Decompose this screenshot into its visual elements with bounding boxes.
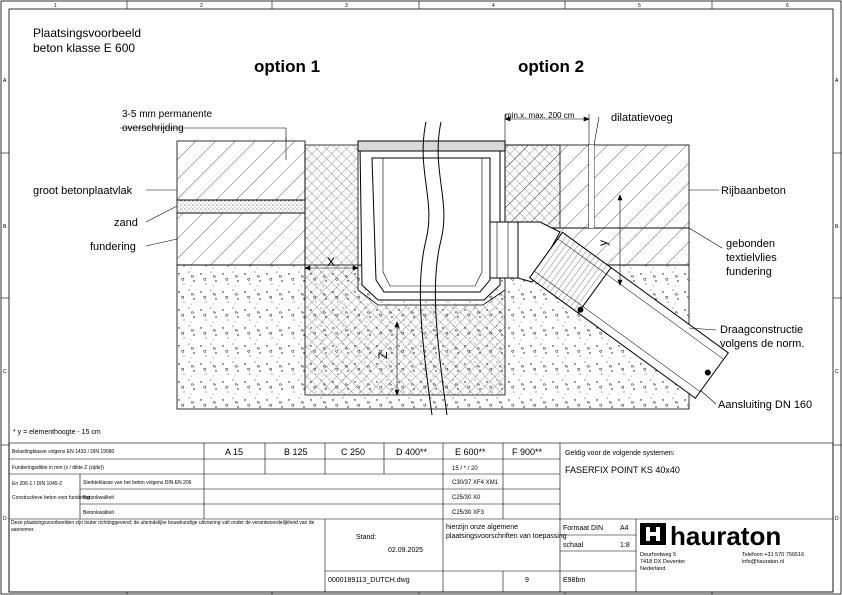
bonded-label-3: fundering	[726, 266, 772, 278]
address-2: 7418 DX Deventer	[640, 559, 686, 565]
dim-z-label: Z	[376, 351, 390, 359]
connection-label: Aansluiting DN 160	[718, 399, 813, 411]
grid-row-c-right: C	[835, 369, 839, 375]
load-class-label: Belastingklasse volgens EN 1433 / DIN 19580	[12, 449, 115, 455]
scale-label: schaal	[563, 542, 584, 549]
notes-text: Deze plaatsingsvoorbeelden zijn louter richtinggevend; de uiteindelijke bouwkundige uitvoering valt onder de verantwoordelijkheid van de aannemer.	[11, 520, 315, 533]
row2-value: 15 / * / 20	[452, 466, 478, 472]
mini-left: En 206-1 / DIN 1045-2	[12, 481, 63, 487]
grid-col-6: 6	[786, 3, 789, 9]
grid-row-a-right: A	[835, 78, 839, 84]
stand-label: Stand:	[356, 534, 377, 541]
email: info@hauraton.nl	[742, 559, 784, 565]
sand-layer	[177, 200, 305, 213]
grout-plate-label: groot betonplaatvlak	[33, 185, 133, 197]
row5-label: Betonkwaliteit	[83, 510, 114, 516]
option-1-heading: option 1	[254, 57, 321, 76]
sand-label: zand	[114, 217, 138, 229]
foundation-left	[177, 213, 305, 265]
class-b125: B 125	[284, 447, 308, 457]
option-2-heading: option 2	[518, 57, 585, 76]
class-d400: D 400**	[396, 447, 428, 457]
scale-value: 1:8	[620, 542, 630, 549]
page-number: 9	[525, 577, 529, 584]
title-line-1: Plaatsingsvoorbeeld	[33, 26, 142, 40]
format-label: Formaat DIN	[563, 525, 604, 532]
expansion-joint-label: dilatatievoeg	[611, 112, 673, 124]
grid-row-b: B	[3, 224, 7, 230]
system-name: FASERFIX POINT KS 40x40	[565, 465, 680, 475]
general-line-2: plaatsingsvoorschriften van toepassing	[446, 533, 567, 540]
class-a15: A 15	[225, 447, 244, 457]
class-e600: E 600**	[455, 447, 486, 457]
title-line-2: beton klasse E 600	[33, 41, 136, 55]
foundation-label: fundering	[90, 241, 136, 253]
permanent-label-2: overschrijding	[122, 123, 184, 134]
channel-body	[360, 145, 500, 300]
grid-col-1: 1	[54, 3, 57, 9]
grid-row-b-right: B	[835, 224, 839, 230]
brand-name: hauraton	[670, 521, 782, 551]
class-f900: F 900**	[512, 447, 543, 457]
permanent-label-1: 3-5 mm permanente	[122, 109, 213, 120]
bonded-label-1: gebonden	[726, 238, 775, 250]
row2-label: Funderingsdikte in mm (x / dikte Z (zijde))	[12, 465, 104, 471]
outlet-sleeve	[490, 222, 518, 278]
bonded-label-2: textielvlies	[726, 252, 777, 264]
hauraton-logo	[640, 523, 666, 545]
dim-y-label: y	[596, 240, 610, 246]
address-1: Deurfordweg 5	[640, 552, 677, 558]
grid-col-5: 5	[638, 3, 641, 9]
file-name: 0000189113_DUTCH.dwg	[328, 577, 410, 584]
grid-col-2: 2	[200, 3, 203, 9]
road-concrete-right	[589, 145, 689, 228]
valid-label: Geldig voor de volgende systemen:	[565, 450, 675, 457]
min-max-label: min.x. max. 200 cm	[505, 111, 575, 120]
grid-col-4: 4	[492, 3, 495, 9]
format-value: A4	[620, 525, 629, 532]
dim-x-label: X	[327, 255, 336, 269]
grid-row-a: A	[3, 78, 7, 84]
footnote: * y = elementhoogte - 15 cm	[13, 429, 101, 436]
support-label-1: Draagconstructie	[720, 324, 804, 336]
support-label-2: volgens de norm.	[720, 338, 805, 350]
mini-left-2: Constructieve beton voor fundering	[12, 495, 90, 501]
grid-row-c: C	[3, 369, 7, 375]
address-3: Nederland	[640, 566, 666, 572]
row3-value: C30/37 XF4 XM1	[452, 480, 499, 486]
class-c250: C 250	[341, 447, 366, 457]
row5-value: C25/30 XF3	[452, 510, 485, 516]
general-line-1: hierzijn onze algemene	[446, 524, 518, 531]
notes-box	[11, 520, 323, 590]
row3-label-a: Sterkteklasse van het beton volgens DIN EN 206	[83, 480, 192, 486]
row3-label-b: Betonkwaliteit	[83, 495, 114, 501]
stand-date: 02.09.2025	[388, 547, 424, 554]
grate	[358, 141, 505, 151]
grid-row-d: D	[3, 516, 7, 522]
road-concrete-label: Rijbaanbeton	[721, 185, 786, 197]
grid-row-d-right: D	[835, 516, 839, 522]
cross-section	[177, 122, 728, 415]
drawing-code: E98bm	[563, 577, 586, 584]
grid-col-3: 3	[345, 3, 348, 9]
row4-value: C25/30 X0	[452, 495, 481, 501]
phone: Telefoon +31 570 756516	[742, 552, 805, 558]
